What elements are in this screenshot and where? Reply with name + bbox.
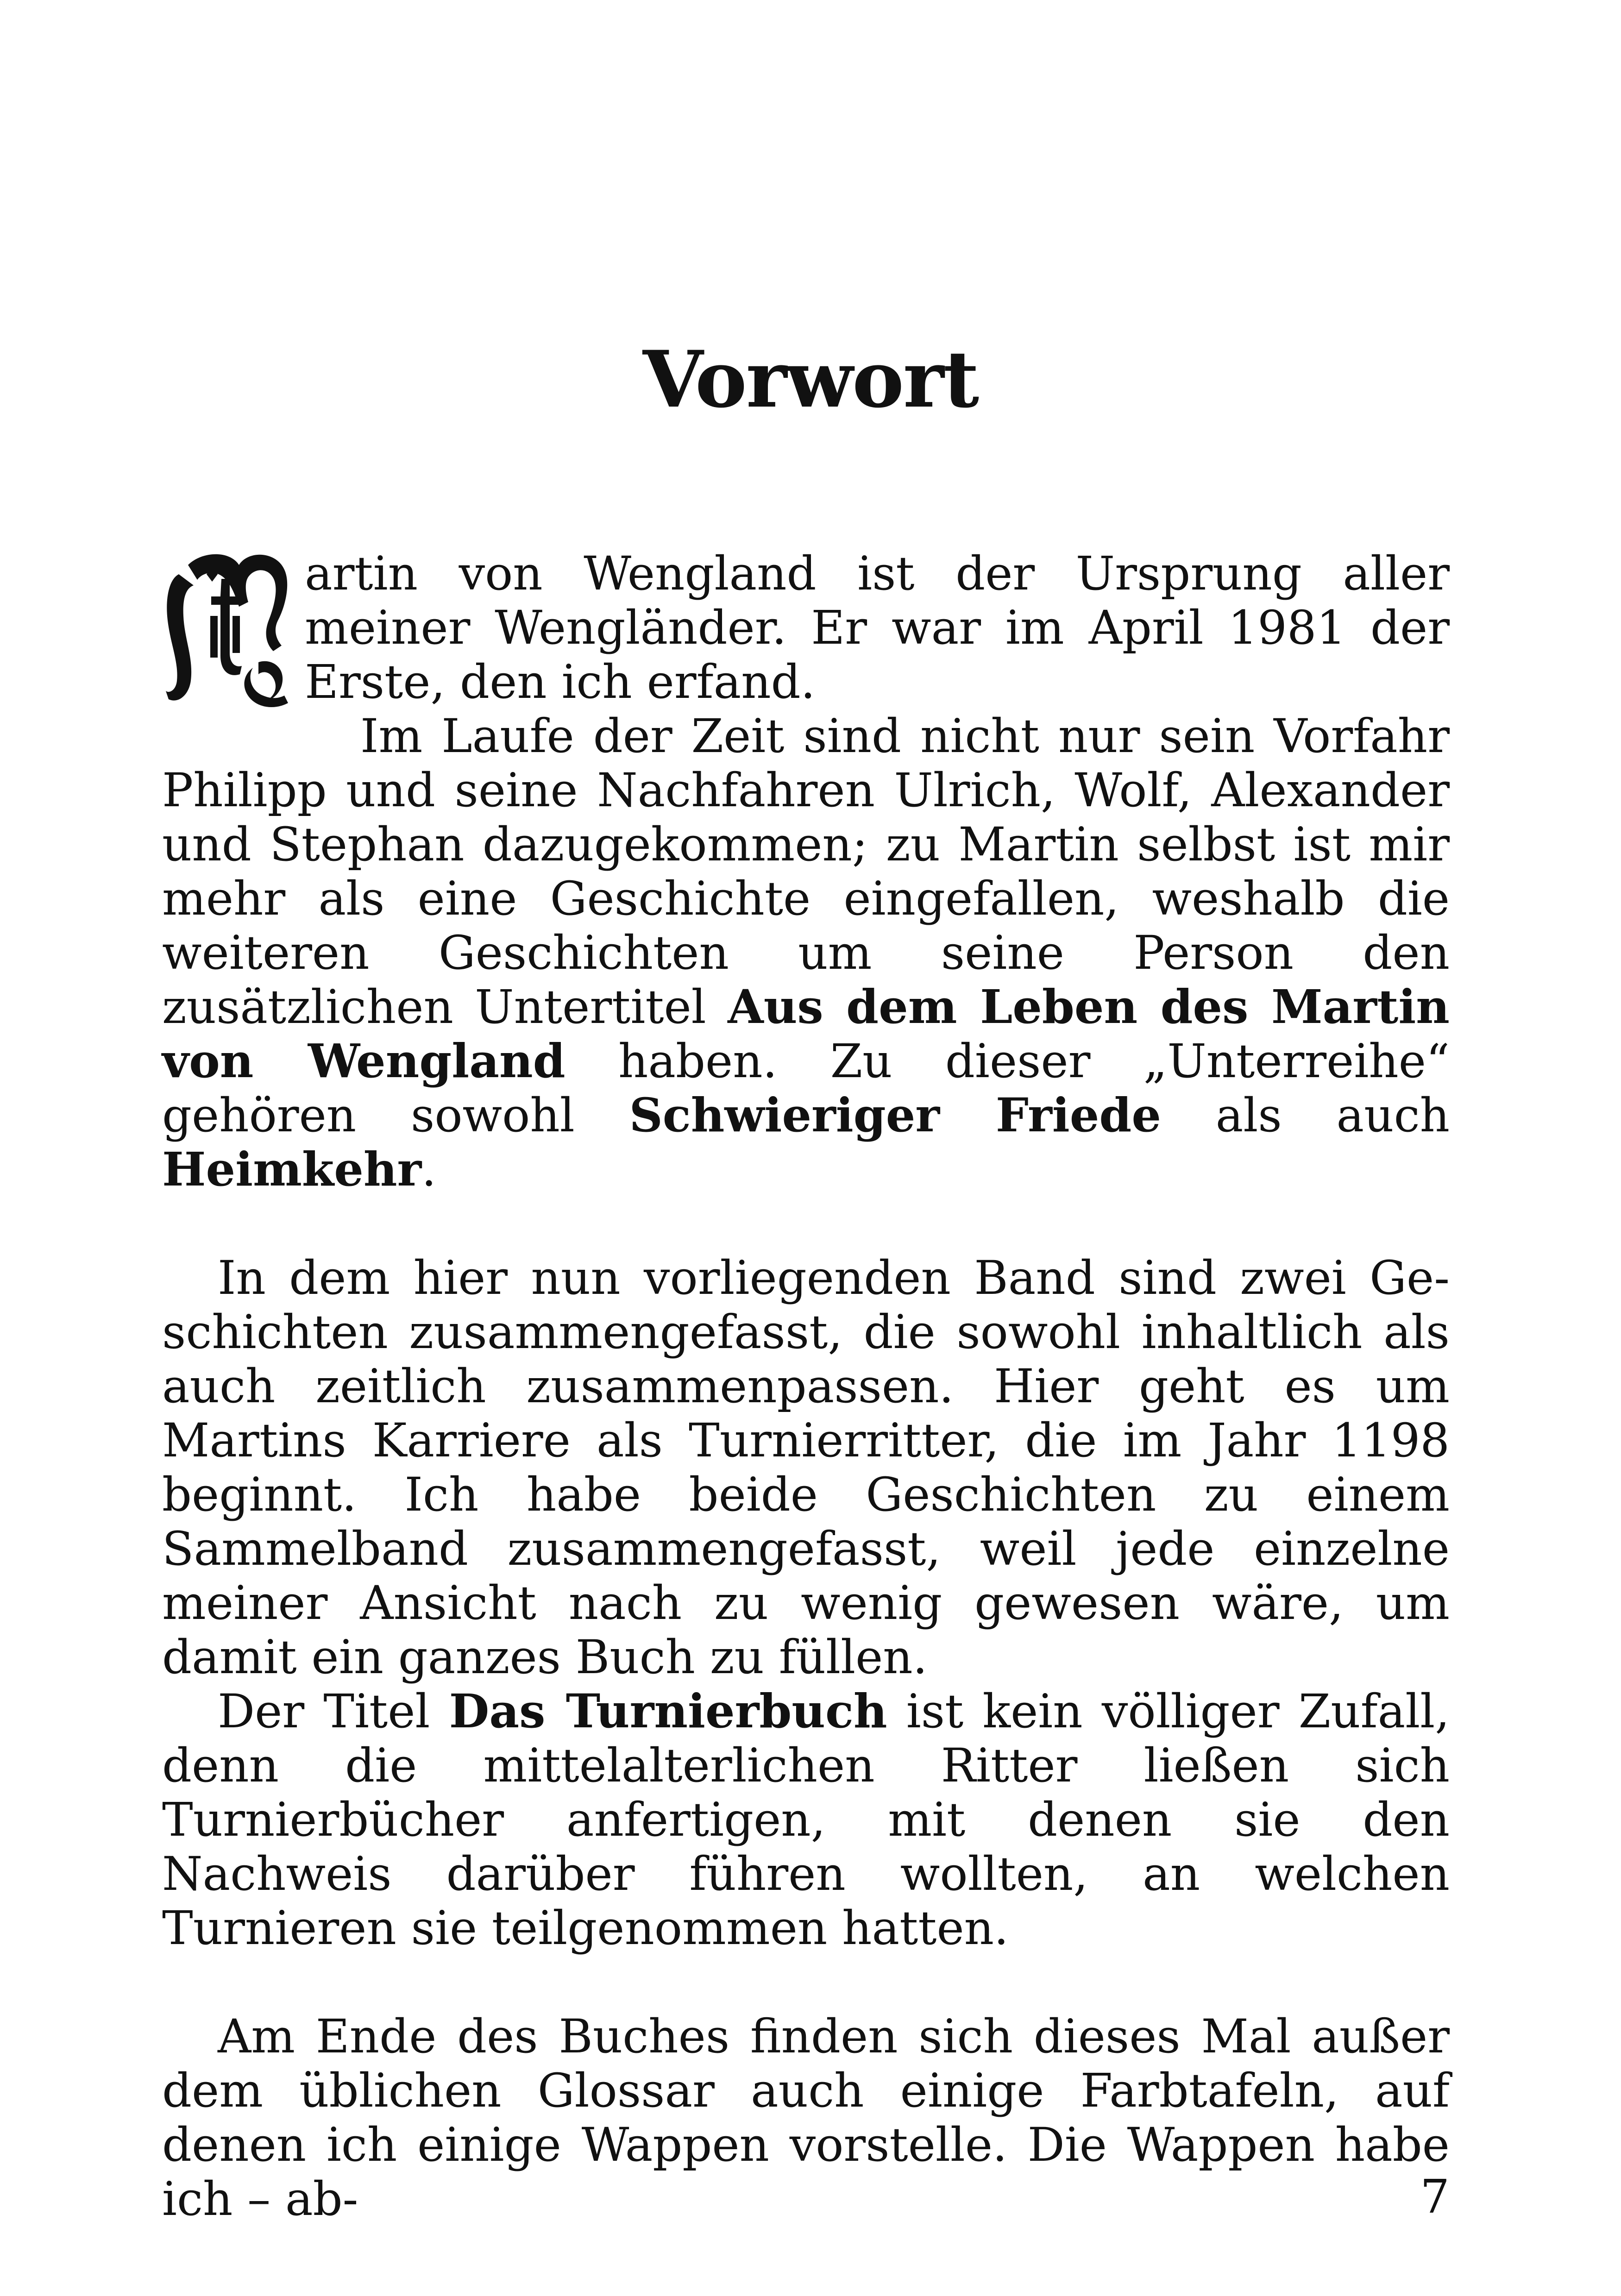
paragraph-4-text-a: Der Titel: [218, 1684, 449, 1738]
paragraph-4-text-b: ist kein völliger Zufall, denn die mittelalterlichen Ritter ließen sich Turnierbücher anfertigen, mit denen sie den Nachweis darüber führen wollten, an welchen Turnieren sie teilgenommen hatten.: [162, 1684, 1450, 1955]
paragraph-3: In dem hier nun vorliegenden Band sind zwei Geschichten zusammengefasst, die sowohl inhaltlich als auch zeitlich zusammenpassen. Hier geht es um Martins Karriere als Turnierritter, die im Jahr 1198 beginnt. Ich habe beide Geschichten zu einem Sammelband zusammengefasst, weil jede einzelne meiner Ansicht nach zu wenig gewesen wäre, um damit ein ganzes Buch zu füllen.: [162, 1251, 1450, 1684]
paragraph-2-text-b: haben. Zu dieser „Unterreihe“ gehören sowohl: [162, 1034, 1450, 1142]
body-text: [162, 546, 1450, 2226]
paragraph-2-text-a: Im Laufe der Zeit sind nicht nur sein Vorfahr Philipp und seine Nachfahren Ulrich, Wolf, Alexander und Stephan dazugekommen; zu Martin selbst ist mir mehr als eine Geschichte eingefallen, weshalb die weiteren Geschichten um seine Person den zusätzlichen Untertitel: [162, 709, 1450, 1034]
chapter-heading: Vorwort: [642, 333, 979, 425]
paragraph-1-text: artin von Wengland ist der Ursprung aller meiner Wengländer. Er war im April 1981 der Erste, den ich erfand.: [305, 546, 1450, 709]
paragraph-5: Am Ende des Buches finden sich dieses Mal außer dem üblichen Glossar auch einige Farbtafeln, auf denen ich einige Wappen vorstelle. Die Wappen habe ich – ab-: [162, 2009, 1450, 2226]
paragraph-intro: [162, 546, 1450, 709]
dropcap-m-icon: [160, 546, 295, 714]
paragraph-2-text-c: als auch: [1161, 1088, 1450, 1142]
paragraph-4: [162, 1684, 1450, 1955]
book-title-das-turnierbuch: Das Turnierbuch: [449, 1684, 887, 1738]
paragraph-2-text-d: .: [421, 1142, 437, 1197]
page-number: 7: [1420, 2170, 1450, 2224]
book-title-schwieriger-friede: Schwieriger Friede: [629, 1088, 1161, 1142]
paragraph-2: [162, 709, 1450, 1197]
book-title-aus-dem-leben: Aus dem Leben des Martin von Wengland: [162, 979, 1450, 1088]
book-title-heimkehr: Heimkehr: [162, 1142, 422, 1197]
